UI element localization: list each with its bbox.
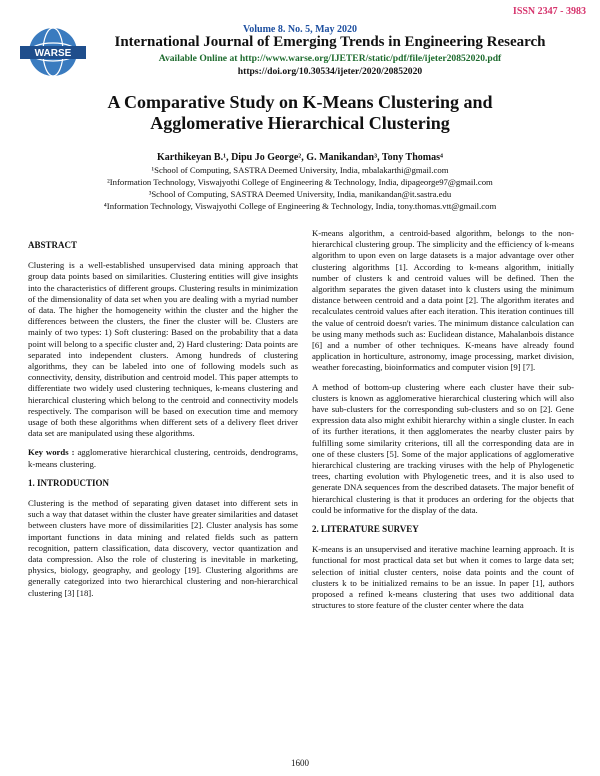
literature-text: K-means is an unsupervised and iterative machine learning approach. It is functional for most practical data set but when it comes to large data set; selection of initial cluster centers, noise data points and the count of clusters k to be initialized remains to be an issue. In paper [1], authors proposed a refined k-means clustering that uses two additional data structures to store feature of the cluster center where the data xyxy=(312,544,574,611)
keywords-label: Key words : xyxy=(28,447,75,458)
introduction-heading: 1. INTRODUCTION xyxy=(28,477,110,488)
volume-line: Volume 8. No. 5, May 2020 xyxy=(242,24,358,35)
agglomerative-paragraph: A method of bottom-up clustering where each cluster have their sub-clusters is known as agglomerative hierarchical clustering which will also have sub-clusters for the corresponding sub-clusters and so on [2]. Gene expression data also might exhibit hierarchy within a single cluster. In each of its further iterations, it then agglomerates the nearby cluster pairs by fulfilling some similarity criterions, till all the corresponding data are in one of these clusters [5]. Some of the major applications of agglomerative hierarchical clustering are tracking viruses with the help of Phylogenetic trees, charting evolution with Phylogenetic trees, and it is also used to generate DNA sequences from the described datasets. The major benefit of hierarchical clustering is that it produces an ordering for the objects that could be informative for the display of the data. xyxy=(312,381,574,515)
authors: Karthikeyan B.¹, Dipu Jo George², G. Manikandan³, Tony Thomas⁴ xyxy=(156,152,444,163)
left-column xyxy=(28,240,298,607)
paper-title xyxy=(60,92,540,134)
affiliation-4: ⁴Information Technology, Viswajyothi College of Engineering & Technology, India, tony.thomas.vtt@gmail.com xyxy=(103,201,497,211)
keywords-text: agglomerative hierarchical clustering, centroids, dendrograms, k-means clustering. xyxy=(28,447,298,469)
kmeans-paragraph: K-means algorithm, a centroid-based algorithm, belongs to the non-hierarchical clustering group. The simplicity and the efficiency of k-means algorithm to upon even on large datasets is a major advantage over other clustering algorithms [1]. According to k-means algorithm, initially number of clusters k and centroid values will be defined. Then the algorithm separates the given dataset into k clusters using the minimum distance between centroid and a data point [2]. The algorithm iterates and recalculates centroid values after each iteration. This iteration continues till the value of centroid doesn't varies. The minimum distance calculation can be using many methods such as: Euclidean distance, Mahalanbois distance [6] and a number of other techniques. K-means have already found application in horticulture, astronomy, image processing, market division, weather forecasting, bioinformatics and computer vision [9] [7]. xyxy=(312,228,574,373)
title-line-1: A Comparative Study on K-Means Clustering and xyxy=(107,92,493,112)
logo-text: WARSE xyxy=(34,48,72,59)
abstract-heading: ABSTRACT xyxy=(28,240,78,250)
issn: ISSN 2347 - 3983 xyxy=(512,6,586,17)
keywords xyxy=(28,447,298,469)
title-line-2: Agglomerative Hierarchical Clustering xyxy=(150,113,450,133)
literature-heading: 2. LITERATURE SURVEY xyxy=(312,524,419,535)
online-link[interactable]: Available Online at http://www.warse.org/IJETER/static/pdf/file/ijeter20852020.pdf xyxy=(158,53,502,64)
affiliation-2: ²Information Technology, Viswajyothi College of Engineering & Technology, India, dipageorge97@gmail.com xyxy=(107,177,493,187)
right-column xyxy=(312,228,574,620)
abstract-text: Clustering is a well-established unsupervised data mining approach that group data points based on similarities. Clustering entities will give insights into the characteristics of different groups. Clustering results in minimization of the dimensionality of data set when you are dealing with a myriad number of data. The higher the homogeneity within the cluster and the higher the differences between the clusters, the finer the cluster will be. Clusters are mainly of two types: 1) Soft clustering: Based on the probability that a data point will belong to a specific cluster and, 2) Hard clustering: Data points are separated into independent clusters. Among hundreds of clustering algorithms, they can be labeled into one of following models such as connectivity, density, distribution and centroid model. This paper attempts to differentiate two widely used clustering techniques, k-means clustering and hierarchical clustering which belong to the centroid and connectivity models respectively. The comparison will be based on execution time and memory usage of both these algorithms when different sets of a delivery fleet driver data set are manipulated using these algorithms. xyxy=(28,260,298,439)
journal-name: International Journal of Emerging Trends in Engineering Research xyxy=(114,34,546,50)
affiliation-3: ³School of Computing, SASTRA Deemed University, India, manikandan@it.sastra.edu xyxy=(148,189,452,199)
introduction-text: Clustering is the method of separating given dataset into different sets in such a way that dataset within the cluster have greater similarities and dataset between clusters have more of dissimilarities [2]. Cluster analysis has some important functions in data mining and related fields such as pattern recognition, pattern classification, data discovery, vector quantization and data compression. Also the role of clustering is inevitable in marketing, physics, biology, geography, and geology [19]. Clustering algorithms are generally categorized into two hierarchical clustering and non-hierarchical clustering [3] [18]. xyxy=(28,498,298,598)
doi-link[interactable]: https://doi.org/10.30534/ijeter/2020/20852020 xyxy=(237,66,423,77)
page-number: 1600 xyxy=(291,758,309,768)
affiliation-1: ¹School of Computing, SASTRA Deemed University, India, mbalakarthi@gmail.com xyxy=(151,165,449,175)
